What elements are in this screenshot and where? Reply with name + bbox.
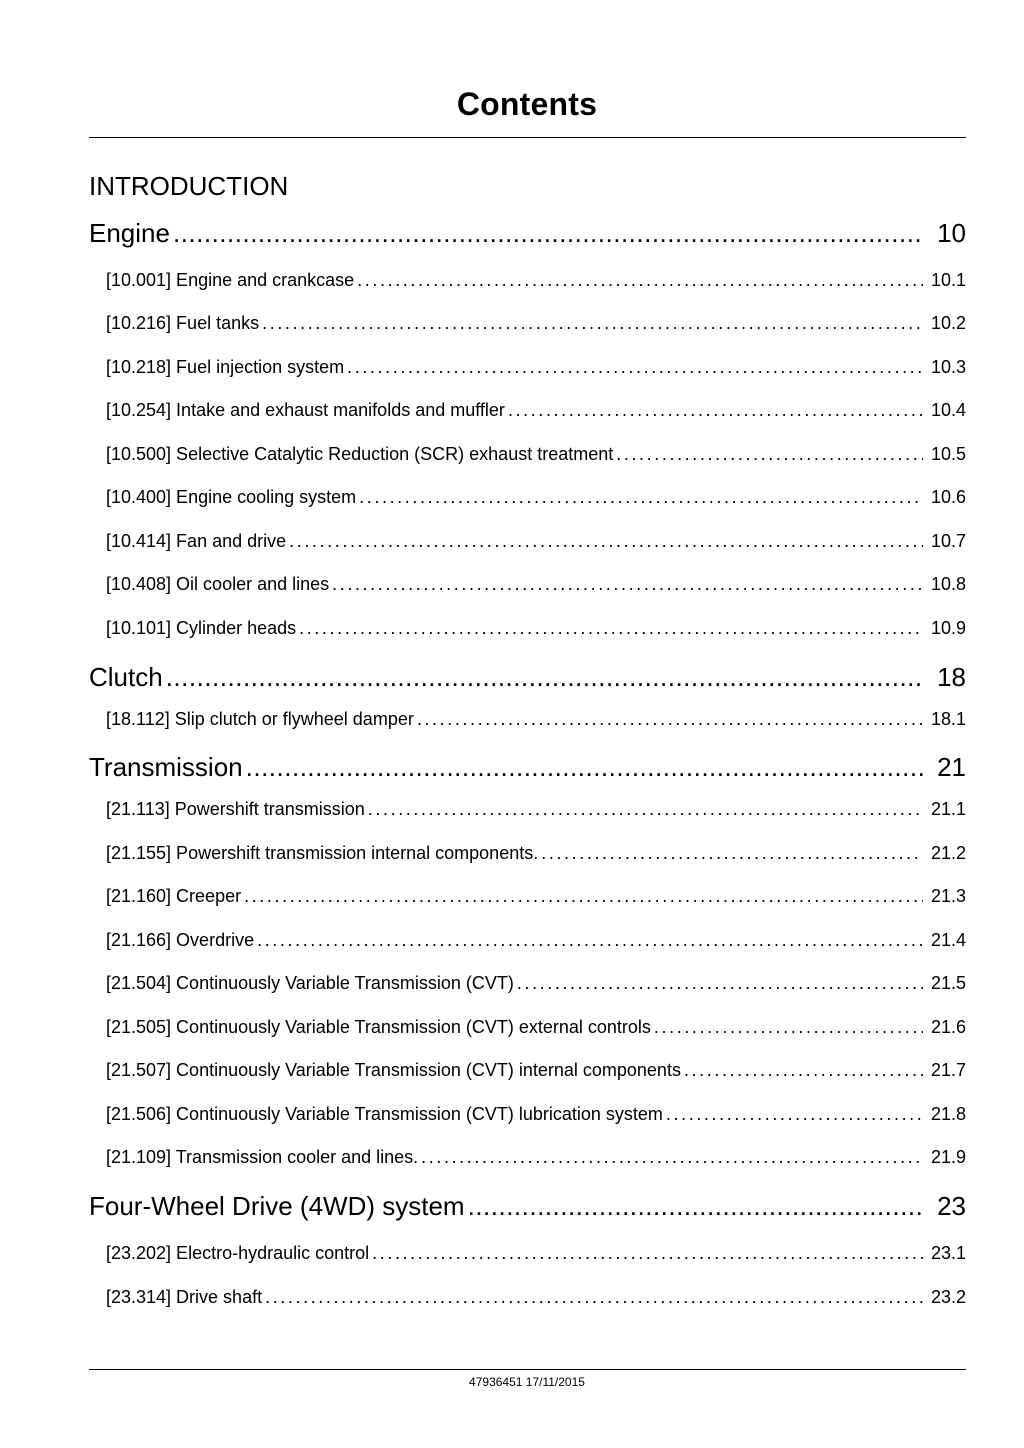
toc-entry[interactable] <box>106 485 966 509</box>
toc-section-label: Engine <box>89 218 170 248</box>
toc-leader <box>666 1102 923 1126</box>
toc-leader <box>265 1285 923 1309</box>
toc-entry[interactable] <box>106 529 966 553</box>
toc-entry-page: 10.1 <box>930 270 966 290</box>
toc-entry[interactable] <box>106 1145 966 1169</box>
toc-section-label: Clutch <box>89 662 163 692</box>
toc-entry-page: 23.1 <box>930 1243 966 1263</box>
toc-entry-page: 10.8 <box>930 574 966 594</box>
toc-section-engine[interactable] <box>89 216 966 250</box>
toc-entry-page: 10.5 <box>930 444 966 464</box>
toc-entry-page: 21.9 <box>930 1147 966 1167</box>
toc-entry[interactable] <box>106 841 966 865</box>
toc-section-clutch[interactable] <box>89 660 966 694</box>
toc-leader <box>517 971 923 995</box>
toc-entry[interactable] <box>106 442 966 466</box>
toc-leader <box>246 750 923 784</box>
toc-entry[interactable] <box>106 311 966 335</box>
footer-document-id: 47936451 17/11/2015 <box>469 1375 585 1389</box>
toc-entry[interactable] <box>106 928 966 952</box>
toc-entry-label: [10.414] Fan and drive <box>106 531 287 551</box>
toc-entry-page: 21.4 <box>930 930 966 950</box>
toc-entry[interactable] <box>106 884 966 908</box>
toc-entry-label: [21.155] Powershift transmission internal components. <box>106 843 539 863</box>
toc-entry[interactable] <box>106 398 966 422</box>
toc-entry-label: [23.202] Electro-hydraulic control <box>106 1243 370 1263</box>
toc-entry-label: [10.400] Engine cooling system <box>106 487 357 507</box>
toc-entry-label: [10.216] Fuel tanks <box>106 313 260 333</box>
toc-leader <box>417 707 923 731</box>
toc-entry[interactable] <box>106 1241 966 1265</box>
toc-entry[interactable] <box>106 268 966 292</box>
toc-entry-page: 10.4 <box>930 400 966 420</box>
toc-entry[interactable] <box>106 1015 966 1039</box>
toc-entry-label: [23.314] Drive shaft <box>106 1287 263 1307</box>
toc-entry-label: [10.101] Cylinder heads <box>106 618 297 638</box>
toc-entry-label: [10.001] Engine and crankcase <box>106 270 355 290</box>
toc-leader <box>299 616 923 640</box>
toc-leader <box>347 355 923 379</box>
toc-leader <box>508 398 923 422</box>
toc-leader <box>332 572 923 596</box>
toc-entry[interactable] <box>106 1102 966 1126</box>
page-title: Contents <box>456 86 598 122</box>
toc-entry-label: [21.109] Transmission cooler and lines. <box>106 1147 419 1167</box>
toc-entry[interactable] <box>106 355 966 379</box>
toc-entry-label: [21.505] Continuously Variable Transmission (CVT) external controls <box>106 1017 651 1037</box>
toc-section-transmission[interactable] <box>89 750 966 784</box>
toc-entry[interactable] <box>106 572 966 596</box>
toc-leader <box>262 311 923 335</box>
toc-entry-page: 21.5 <box>930 973 966 993</box>
toc-entry-page: 21.8 <box>930 1104 966 1124</box>
toc-leader <box>616 442 923 466</box>
toc-leader <box>257 928 923 952</box>
toc-entry[interactable] <box>106 707 966 731</box>
toc-leader <box>684 1058 923 1082</box>
toc-section-label: Four-Wheel Drive (4WD) system <box>89 1191 465 1221</box>
toc-intro-heading: INTRODUCTION <box>89 171 289 201</box>
toc-leader <box>357 268 923 292</box>
header-rule <box>89 137 966 138</box>
toc-entry-page: 21.3 <box>930 886 966 906</box>
toc-entry-label: [10.500] Selective Catalytic Reduction (SCR) exhaust treatment <box>106 444 614 464</box>
toc-leader <box>468 1189 923 1223</box>
footer-rule <box>89 1369 966 1370</box>
toc-entry-page: 10.6 <box>930 487 966 507</box>
toc-entry-page: 23.2 <box>930 1287 966 1307</box>
toc-entry-label: [10.408] Oil cooler and lines <box>106 574 330 594</box>
toc-entry-page: 10.9 <box>930 618 966 638</box>
toc-entry-label: [10.254] Intake and exhaust manifolds and muffler <box>106 400 505 420</box>
toc-entry-page: 10.2 <box>930 313 966 333</box>
toc-entry-label: [21.507] Continuously Variable Transmission (CVT) internal components <box>106 1060 681 1080</box>
toc-section-page: 23 <box>937 1191 966 1221</box>
toc-entry[interactable] <box>106 1285 966 1309</box>
toc-leader <box>244 884 923 908</box>
toc-section-page: 21 <box>937 752 966 782</box>
toc-leader <box>421 1145 923 1169</box>
toc-entry-page: 21.7 <box>930 1060 966 1080</box>
toc-entry[interactable] <box>106 797 966 821</box>
toc-section-label: Transmission <box>89 752 243 782</box>
toc-section-4wd[interactable] <box>89 1189 966 1223</box>
toc-entry-page: 10.3 <box>930 357 966 377</box>
toc-entry-page: 21.1 <box>930 799 966 819</box>
toc-entry-page: 18.1 <box>930 709 966 729</box>
toc-entry-label: [21.113] Powershift transmission <box>106 799 365 819</box>
toc-leader <box>289 529 923 553</box>
toc-entry-label: [10.218] Fuel injection system <box>106 357 345 377</box>
toc-entry[interactable] <box>106 1058 966 1082</box>
toc-entry-label: [21.160] Creeper <box>106 886 242 906</box>
toc-section-page: 18 <box>937 662 966 692</box>
toc-leader <box>372 1241 923 1265</box>
toc-leader <box>173 216 923 250</box>
toc-leader <box>654 1015 923 1039</box>
toc-entry[interactable] <box>106 971 966 995</box>
toc-leader <box>541 841 923 865</box>
toc-leader <box>359 485 923 509</box>
toc-entry-label: [18.112] Slip clutch or flywheel damper <box>106 709 414 729</box>
toc-entry-label: [21.506] Continuously Variable Transmission (CVT) lubrication system <box>106 1104 663 1124</box>
toc-leader <box>368 797 923 821</box>
toc-entry-label: [21.504] Continuously Variable Transmission (CVT) <box>106 973 514 993</box>
toc-entry-label: [21.166] Overdrive <box>106 930 255 950</box>
toc-entry-page: 10.7 <box>930 531 966 551</box>
toc-section-page: 10 <box>937 218 966 248</box>
toc-entry-page: 21.6 <box>930 1017 966 1037</box>
toc-entry[interactable] <box>106 616 966 640</box>
toc-leader <box>166 660 923 694</box>
toc-entry-page: 21.2 <box>930 843 966 863</box>
